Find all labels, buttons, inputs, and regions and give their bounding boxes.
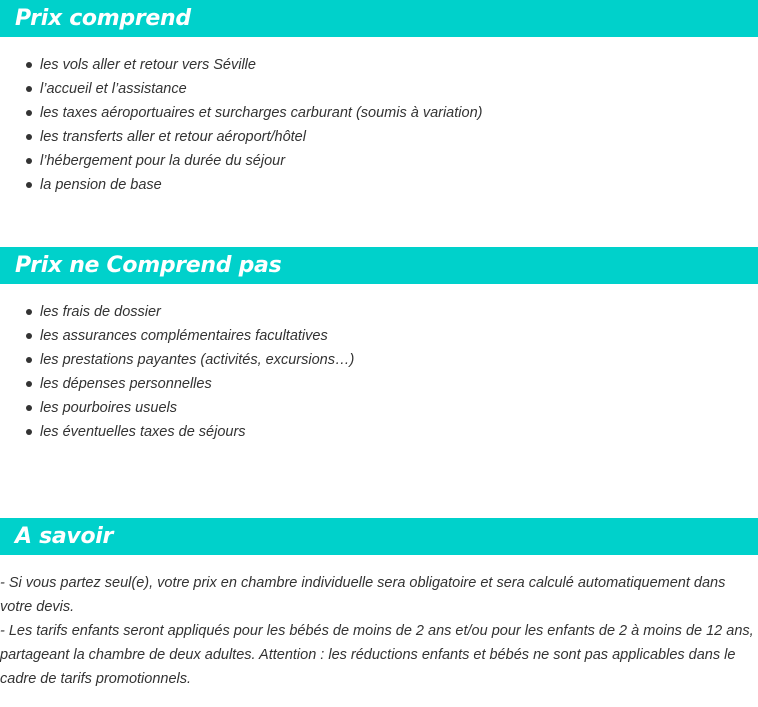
included-section-header — [0, 0, 758, 37]
list-item: les dépenses personnelles — [0, 372, 354, 396]
info-note-solo: - Si vous partez seul(e), votre prix en chambre individuelle sera obligatoire et sera calculé automatiquement dans votre devis. — [0, 575, 726, 615]
included-list — [0, 53, 482, 197]
info-section-title: A savoir — [15, 523, 114, 549]
not-included-section-header — [0, 247, 758, 284]
list-item: les taxes aéroportuaires et surcharges carburant (soumis à variation) — [0, 101, 482, 125]
list-item: l’accueil et l’assistance — [0, 77, 482, 101]
list-item: l’hébergement pour la durée du séjour — [0, 149, 482, 173]
list-item: les éventuelles taxes de séjours — [0, 420, 354, 444]
not-included-section-title: Prix ne Comprend pas — [15, 252, 282, 278]
info-section-header — [0, 518, 758, 555]
list-item: les pourboires usuels — [0, 396, 354, 420]
not-included-list — [0, 300, 354, 444]
list-item: les assurances complémentaires facultatives — [0, 324, 354, 348]
list-item: les transferts aller et retour aéroport/hôtel — [0, 125, 482, 149]
info-note-children: - Les tarifs enfants seront appliqués pour les bébés de moins de 2 ans et/ou pour les enfants de 2 à moins de 12 ans, partageant la chambre de deux adultes. Attention : les réductions enfants et bébés ne sont pas applicables dans le cadre de tarifs promotionnels. — [0, 623, 754, 687]
list-item: les vols aller et retour vers Séville — [0, 53, 482, 77]
list-item: la pension de base — [0, 173, 482, 197]
list-item: les frais de dossier — [0, 300, 354, 324]
included-section-title: Prix comprend — [15, 5, 191, 31]
list-item: les prestations payantes (activités, excursions…) — [0, 348, 354, 372]
